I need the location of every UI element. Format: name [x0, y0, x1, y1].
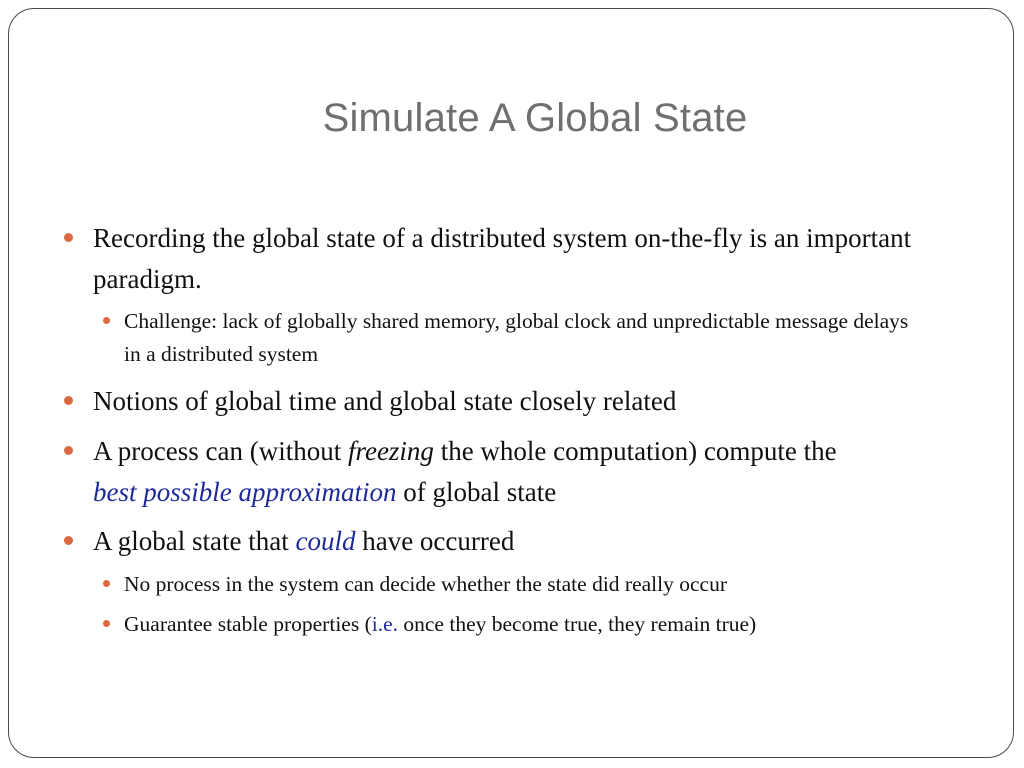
- bullet-item: [93, 521, 953, 562]
- bullet-dot-icon: [64, 233, 73, 242]
- bullet-item: [93, 218, 953, 300]
- emphasis-freezing: freezing: [347, 436, 434, 466]
- bullet-dot-icon: [64, 536, 73, 545]
- bullet-text-pre: Guarantee stable properties (: [124, 612, 372, 636]
- sub-bullet-item: [124, 305, 924, 371]
- bullet-text: Challenge: lack of globally shared memory, global clock and unpredictable message delays in a distributed system: [124, 309, 909, 366]
- emphasis-could: could: [295, 526, 356, 556]
- bullet-text-post: have occurred: [355, 526, 515, 556]
- emphasis-best-approximation: best possible approximation: [93, 477, 397, 507]
- bullet-text-pre: A process can (without: [93, 436, 348, 466]
- bullet-text-pre: A global state that: [93, 526, 296, 556]
- bullet-dot-icon: [64, 396, 73, 405]
- sub-bullet-item: [124, 608, 924, 641]
- slide-title: Simulate A Global State: [322, 96, 748, 140]
- bullet-dot-icon: [103, 580, 110, 587]
- bullet-dot-icon: [64, 446, 73, 455]
- bullet-dot-icon: [103, 620, 110, 627]
- bullet-text: Notions of global time and global state closely related: [93, 386, 677, 416]
- bullet-text-mid: the whole computation) compute the: [433, 436, 837, 466]
- bullet-text-post: of global state: [396, 477, 557, 507]
- bullet-text: Recording the global state of a distributed system on-the-fly is an important paradigm.: [93, 223, 912, 294]
- bullet-dot-icon: [103, 317, 110, 324]
- bullet-item: [93, 381, 953, 422]
- bullet-text-post: once they become true, they remain true): [398, 612, 757, 636]
- emphasis-ie: i.e.: [371, 612, 399, 636]
- bullet-text: No process in the system can decide whether the state did really occur: [124, 572, 727, 596]
- sub-bullet-item: [124, 568, 924, 601]
- bullet-item: [93, 431, 953, 513]
